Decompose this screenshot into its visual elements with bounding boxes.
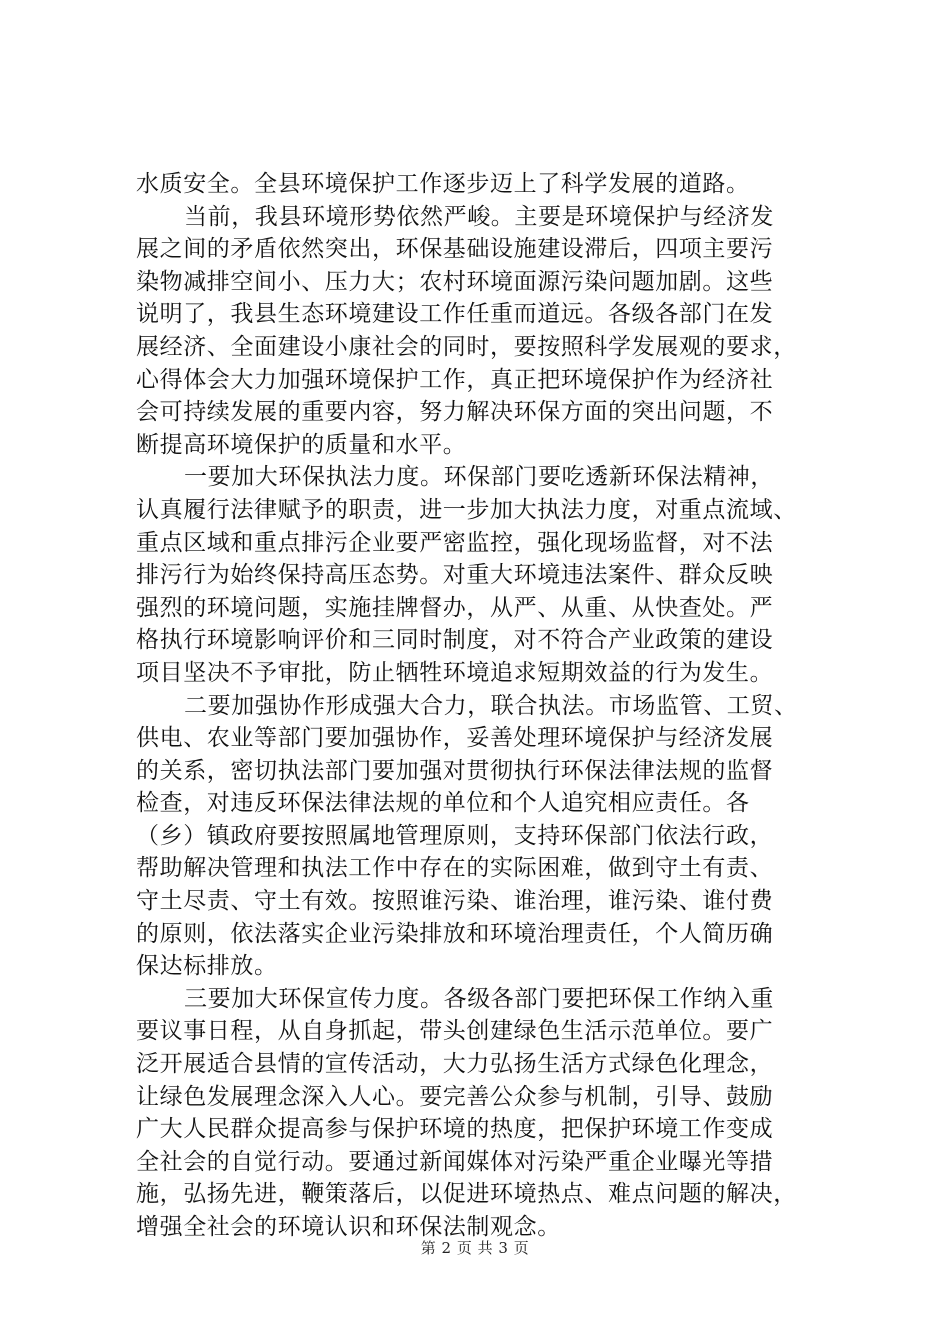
text-line: 供电、农业等部门要加强协作，妥善处理环境保护与经济发展: [136, 725, 774, 752]
text-line: 排污行为始终保持高压态势。对重大环境违法案件、群众反映: [136, 562, 774, 589]
text-line: 泛开展适合县情的宣传活动，大力弘扬生活方式绿色化理念，: [136, 1051, 774, 1078]
text-line: 水质安全。全县环境保护工作逐步迈上了科学发展的道路。: [136, 171, 750, 197]
text-line: 保达标排放。: [136, 953, 278, 980]
document-body: [136, 168, 830, 1244]
text-line: 检查，对违反环保法律法规的单位和个人追究相应责任。各: [136, 790, 750, 817]
text-line: 展经济、全面建设小康社会的同时，要按照科学发展观的要求，: [136, 333, 797, 360]
text-line: 断提高环境保护的质量和水平。: [136, 431, 467, 458]
text-line: 三要加大环保宣传力度。各级各部门要把环保工作纳入重: [184, 985, 774, 1012]
text-line: 施，弘扬先进，鞭策落后，以促进环境热点、难点问题的解决，: [136, 1181, 797, 1208]
text-line: 认真履行法律赋予的职责，进一步加大执法力度，对重点流域、: [136, 496, 797, 523]
text-line: 的原则，依法落实企业污染排放和环境治理责任，个人简历确: [136, 920, 774, 947]
text-line: 守土尽责、守土有效。按照谁污染、谁治理，谁污染、谁付费: [136, 888, 774, 915]
text-line: 增强全社会的环境认识和环保法制观念。: [136, 1214, 561, 1240]
text-line: 二要加强协作形成强大合力，联合执法。市场监管、工贸、: [184, 692, 798, 719]
text-line: （乡）镇政府要按照属地管理原则，支持环保部门依法行政，: [136, 822, 774, 849]
text-line: 一要加大环保执法力度。环保部门要吃透新环保法精神，: [184, 464, 774, 491]
text-line: 要议事日程，从自身抓起，带头创建绿色生活示范单位。要广: [136, 1018, 774, 1045]
text-line: 心得体会大力加强环境保护工作，真正把环境保护作为经济社: [136, 366, 774, 393]
text-line: 项目坚决不予审批，防止牺牲环境追求短期效益的行为发生。: [136, 659, 774, 686]
text-line: 重点区域和重点排污企业要严密监控，强化现场监督，对不法: [136, 529, 774, 556]
text-line: 当前，我县环境形势依然严峻。主要是环境保护与经济发: [184, 203, 774, 230]
text-line: 展之间的矛盾依然突出，环保基础设施建设滞后，四项主要污: [136, 236, 774, 263]
text-line: 会可持续发展的重要内容，努力解决环保方面的突出问题，不: [136, 399, 774, 426]
text-line: 广大人民群众提高参与保护环境的热度，把保护环境工作变成: [136, 1116, 774, 1143]
text-line: 说明了，我县生态环境建设工作任重而道远。各级各部门在发: [136, 301, 774, 328]
text-line: 全社会的自觉行动。要通过新闻媒体对污染严重企业曝光等措: [136, 1148, 774, 1175]
page-footer: 第 2 页 共 3 页: [420, 1239, 530, 1257]
text-line: 强烈的环境问题，实施挂牌督办，从严、从重、从快查处。严: [136, 594, 774, 621]
text-line: 帮助解决管理和执法工作中存在的实际困难，做到守土有责、: [136, 855, 774, 882]
text-line: 染物减排空间小、压力大；农村环境面源污染问题加剧。这些: [136, 268, 774, 295]
text-line: 的关系，密切执法部门要加强对贯彻执行环保法律法规的监督: [136, 757, 774, 784]
text-line: 格执行环境影响评价和三同时制度，对不符合产业政策的建设: [136, 627, 774, 654]
text-line: 让绿色发展理念深入人心。要完善公众参与机制，引导、鼓励: [136, 1083, 774, 1110]
